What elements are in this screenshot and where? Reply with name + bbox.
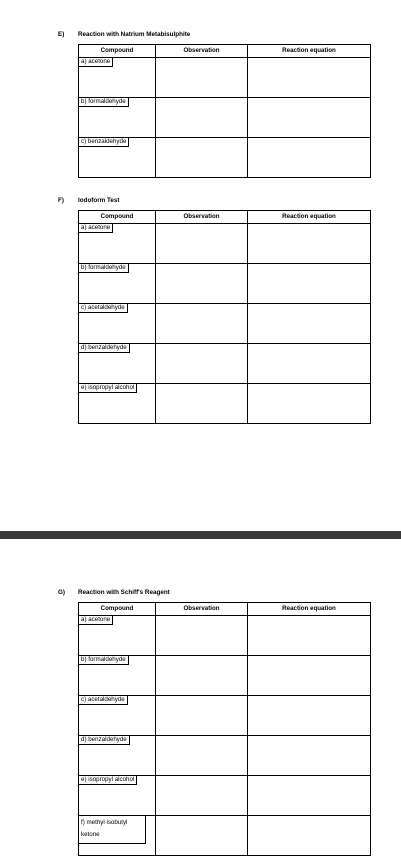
equation-cell	[248, 616, 371, 656]
compound-label: c) acetaldehyde	[79, 696, 128, 705]
compound-label: d) benzaldehyde	[79, 344, 130, 353]
section-f-title: Iodoform Test	[78, 197, 120, 204]
table-row	[79, 776, 371, 816]
compound-label: a) acetone	[79, 58, 113, 67]
equation-cell	[248, 384, 371, 424]
section-e-heading	[58, 31, 190, 38]
header-observation: Observation	[156, 211, 248, 224]
section-f-heading	[58, 197, 120, 204]
observation-cell	[156, 138, 248, 178]
compound-label: b) formaldehyde	[79, 264, 129, 273]
equation-cell	[248, 98, 371, 138]
observation-cell	[156, 696, 248, 736]
section-g-heading	[58, 589, 170, 596]
equation-cell	[248, 264, 371, 304]
equation-cell	[248, 138, 371, 178]
table-row	[79, 58, 371, 98]
section-e-title: Reaction with Natrium Metabisulphite	[78, 31, 191, 38]
compound-label: a) acetone	[79, 616, 113, 625]
compound-label: e) isopropyl alcohol	[79, 776, 137, 785]
header-observation: Observation	[156, 603, 248, 616]
table-row	[79, 138, 371, 178]
table-row	[79, 304, 371, 344]
table-e	[78, 44, 371, 178]
observation-cell	[156, 264, 248, 304]
equation-cell	[248, 304, 371, 344]
observation-cell	[156, 384, 248, 424]
table-header-row	[79, 45, 371, 58]
table-row	[79, 736, 371, 776]
header-compound: Compound	[79, 211, 156, 224]
table-row	[79, 696, 371, 736]
table-row	[79, 656, 371, 696]
table-g	[78, 602, 371, 856]
observation-cell	[156, 304, 248, 344]
table-f	[78, 210, 371, 424]
observation-cell	[156, 816, 248, 856]
compound-label: e) isopropyl alcohol	[79, 384, 137, 393]
header-equation: Reaction equation	[248, 45, 371, 58]
equation-cell	[248, 656, 371, 696]
table-row	[79, 344, 371, 384]
table-header-row	[79, 603, 371, 616]
compound-label: b) formaldehyde	[79, 656, 129, 665]
observation-cell	[156, 344, 248, 384]
header-observation: Observation	[156, 45, 248, 58]
equation-cell	[248, 224, 371, 264]
compound-label: f) methyl isobutyl ketone	[79, 816, 146, 844]
compound-label: c) acetaldehyde	[79, 304, 128, 313]
table-row	[79, 384, 371, 424]
compound-label: c) benzaldehyde	[79, 138, 129, 147]
header-equation: Reaction equation	[248, 211, 371, 224]
section-g-title: Reaction with Schiff's Reagent	[78, 589, 170, 596]
observation-cell	[156, 616, 248, 656]
compound-label: b) formaldehyde	[79, 98, 129, 107]
header-equation: Reaction equation	[248, 603, 371, 616]
observation-cell	[156, 776, 248, 816]
table-row	[79, 224, 371, 264]
table-row	[79, 264, 371, 304]
header-compound: Compound	[79, 603, 156, 616]
observation-cell	[156, 58, 248, 98]
observation-cell	[156, 656, 248, 696]
section-f-letter: F)	[58, 197, 64, 204]
table-row	[79, 616, 371, 656]
observation-cell	[156, 98, 248, 138]
compound-label: a) acetone	[79, 224, 113, 233]
page-divider	[0, 531, 401, 539]
table-row	[79, 98, 371, 138]
compound-label: d) benzaldehyde	[79, 736, 130, 745]
equation-cell	[248, 736, 371, 776]
table-header-row	[79, 211, 371, 224]
table-row	[79, 816, 371, 856]
observation-cell	[156, 736, 248, 776]
observation-cell	[156, 224, 248, 264]
equation-cell	[248, 696, 371, 736]
equation-cell	[248, 58, 371, 98]
equation-cell	[248, 344, 371, 384]
section-e-letter: E)	[58, 31, 65, 38]
equation-cell	[248, 776, 371, 816]
section-g-letter: G)	[58, 589, 65, 596]
header-compound: Compound	[79, 45, 156, 58]
equation-cell	[248, 816, 371, 856]
